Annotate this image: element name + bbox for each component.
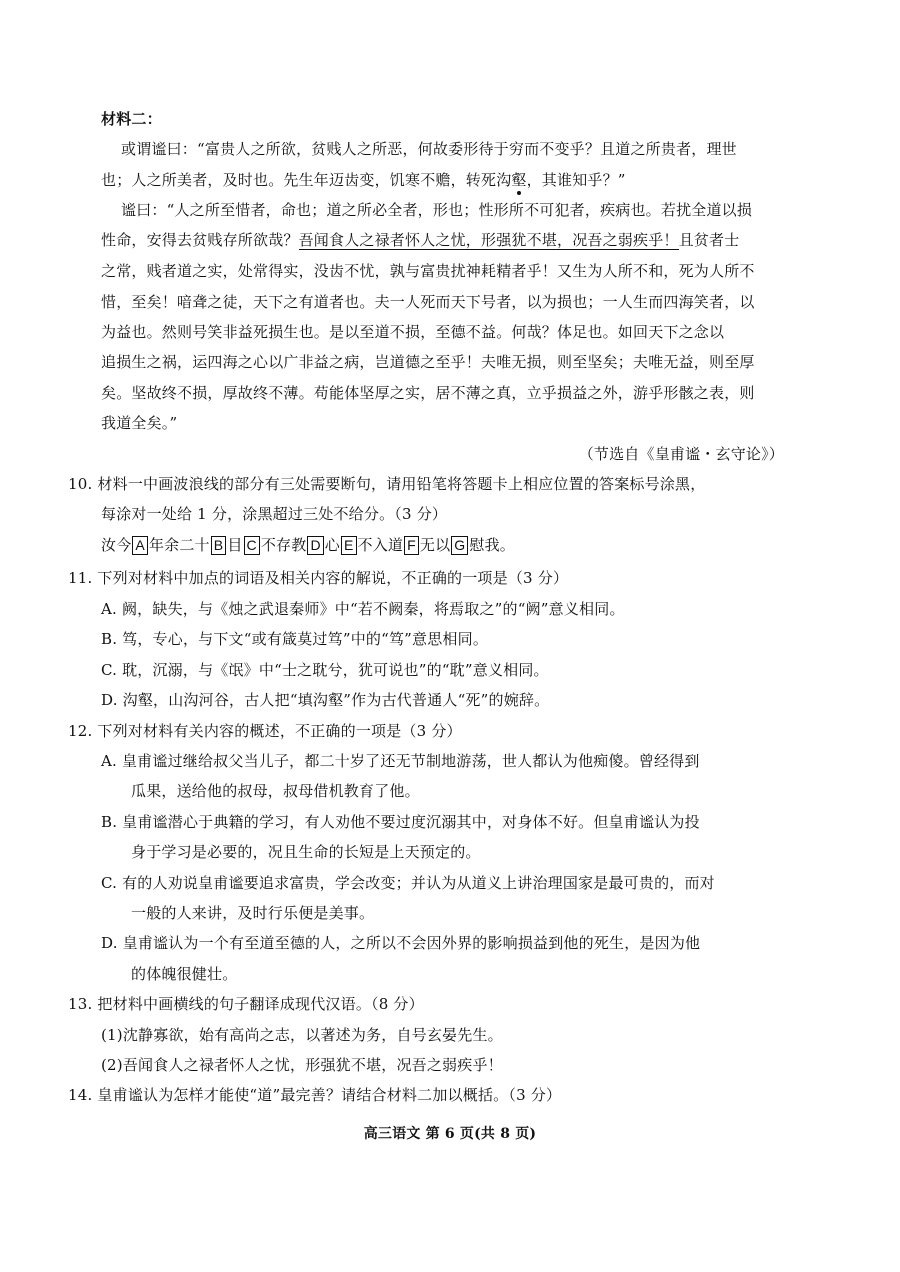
material2-line-2-text: 也；人之所美者，及时也。先生年迈齿变，饥寒不赡，转死沟	[101, 171, 512, 189]
answer-box-e: E	[341, 536, 357, 555]
q12-option-d-line1: D. 皇甫谧认为一个有至道至德的人，之所以不会因外界的影响损益到他的死生，是因为他	[101, 934, 701, 952]
sentence-fragment: 年余二十	[148, 536, 210, 554]
material2-line-8: 追损生之祸，运四海之心以广非益之病，岂道德之至乎！夫唯无损，则至坚矣；夫唯无益，则至厚	[101, 353, 755, 371]
material2-line-3: 谧曰：“人之所至惜者，命也；道之所必全者，形也；性形所不可犯者，疾病也。若扰全道以损	[121, 201, 753, 219]
material2-line-4-text: 性命，安得去贫贱存所欲哉？	[101, 231, 299, 249]
material2-line-6: 惜，至矣！喑聋之徒，天下之有道者也。夫一人死而天下号者，以为损也；一人生而四海笑者，以	[101, 293, 755, 311]
q13-stem: 13. 把材料中画横线的句子翻译成现代汉语。（8 分）	[68, 995, 424, 1013]
q11-stem: 11. 下列对材料中加点的词语及相关内容的解说，不正确的一项是（3 分）	[68, 569, 569, 587]
q14-stem: 14. 皇甫谧认为怎样才能使“道”最完善？请结合材料二加以概括。（3 分）	[68, 1086, 562, 1104]
q11-option-c: C. 耽，沉溺，与《氓》中“士之耽兮，犹可说也”的“耽”意义相同。	[101, 661, 549, 679]
q12-option-b-line1: B. 皇甫谧潜心于典籍的学习，有人劝他不要过度沉溺其中，对身体不好。但皇甫谧认为投	[101, 813, 700, 831]
q12-option-a-line2: 瓜果，送给他的叔母，叔母借机教育了他。	[131, 782, 420, 800]
q12-stem: 12. 下列对材料有关内容的概述，不正确的一项是（3 分）	[68, 722, 462, 740]
q10-sentence	[101, 535, 515, 555]
sentence-fragment: 不存教	[260, 536, 307, 554]
sentence-fragment: 慰我。	[469, 536, 515, 554]
material2-heading: 材料二：	[101, 110, 162, 128]
q12-option-a-line1: A. 皇甫谧过继给叔父当儿子，都二十岁了还无节制地游荡，世人都认为他痴傻。曾经得到	[101, 752, 700, 770]
answer-box-b: B	[211, 536, 227, 555]
sentence-fragment: 心	[324, 536, 340, 554]
material2-source: （节选自《皇甫谧・玄守论》）	[578, 445, 784, 463]
q13-item-2: (2)吾闻食人之禄者怀人之忧，形强犹不堪，况吾之弱疾乎！	[101, 1056, 503, 1074]
q11-option-d: D. 沟壑，山沟河谷，古人把“填沟壑”作为古代普通人“死”的婉辞。	[101, 691, 550, 709]
answer-box-f: F	[404, 536, 419, 555]
material2-line-4-tail: 且贫者士	[678, 231, 740, 249]
material2-line-2	[101, 170, 626, 190]
answer-box-g: G	[451, 536, 468, 555]
sentence-fragment: 目	[227, 536, 243, 554]
answer-box-c: C	[244, 536, 260, 555]
material2-line-1: 或谓谧曰：“富贵人之所欲，贫贱人之所恶，何故委形待于穷而不变乎？且道之所贵者，理世	[121, 140, 737, 158]
q12-option-d-line2: 的体魄很健壮。	[131, 965, 238, 983]
sentence-fragment: 汝今	[101, 536, 132, 554]
q10-stem-2: 每涂对一处给 1 分，涂黑超过三处不给分。（3 分）	[101, 505, 448, 523]
page-footer: 高三语文 第 6 页(共 8 页)	[363, 1126, 537, 1142]
sentence-fragment: 不入道	[357, 536, 404, 554]
answer-box-d: D	[307, 536, 323, 555]
material2-line-4	[101, 230, 739, 250]
q10-stem: 10. 材料一中画波浪线的部分有三处需要断句，请用铅笔将答题卡上相应位置的答案标号涂黑，	[68, 475, 706, 493]
sentence-fragment: 无以	[419, 536, 451, 554]
q11-option-a: A. 阙，缺失，与《烛之武退秦师》中“若不阙秦，将焉取之”的“阙”意义相同。	[101, 600, 625, 618]
material2-line-7: 为益也。然则号笑非益死损生也。是以至道不损，至德不益。何哉？体足也。如回天下之念以	[101, 323, 725, 341]
material2-line-5: 之常，贱者道之实，处常得实，没齿不忧，孰与富贵扰神耗精者乎！又生为人所不和，死为人所不	[101, 262, 755, 280]
material2-line-10: 我道全矣。”	[101, 414, 178, 432]
q12-option-c-line1: C. 有的人劝说皇甫谧要追求富贵，学会改变；并认为从道义上讲治理国家是最可贵的，而对	[101, 874, 715, 892]
q13-item-1: (1)沈静寡欲，始有高尚之志，以著述为务，自号玄晏先生。	[101, 1026, 503, 1044]
underlined-sentence: 吾闻食人之禄者怀人之忧，形强犹不堪，况吾之弱疾乎！	[298, 231, 679, 249]
material2-line-2-tail: ，其谁知乎？”	[526, 171, 626, 189]
q12-option-b-line2: 身于学习是必要的，况且生命的长短是上天预定的。	[131, 843, 481, 861]
q11-option-b: B. 笃，专心，与下文“或有箴莫过笃”中的“笃”意思相同。	[101, 630, 489, 648]
answer-box-a: A	[132, 536, 148, 555]
q12-option-c-line2: 一般的人来讲，及时行乐便是美事。	[131, 904, 375, 922]
dotted-word: 壑	[511, 171, 527, 189]
material2-line-9: 矣。坚故终不损，厚故终不薄。苟能体坚厚之实，居不薄之真，立乎损益之外，游乎形骸之表，则	[101, 384, 755, 402]
